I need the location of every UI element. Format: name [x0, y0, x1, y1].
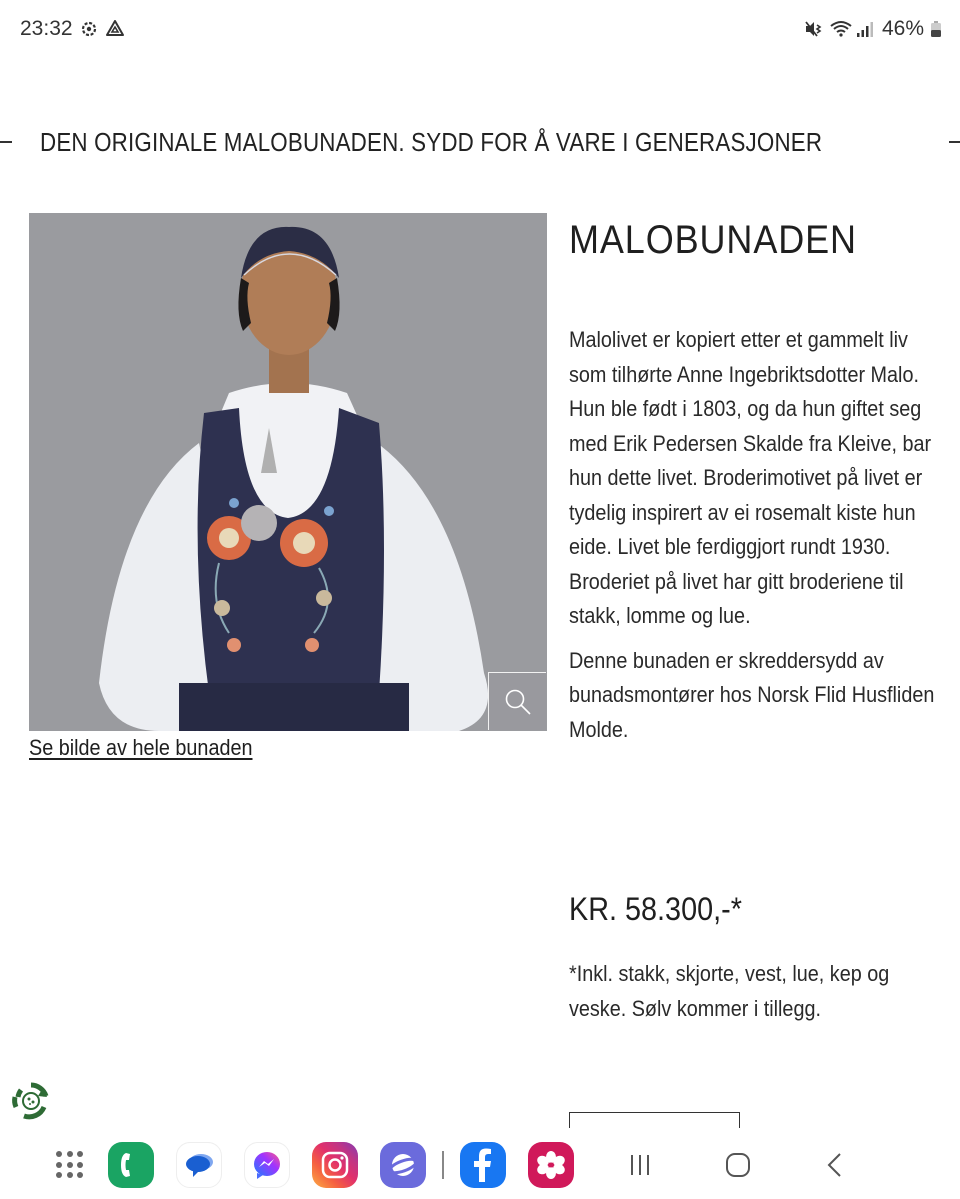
product-image[interactable]	[29, 213, 547, 731]
drive-triangle-icon	[105, 19, 125, 39]
magnifier-icon	[503, 687, 533, 717]
clock: 23:32	[20, 17, 73, 40]
app-drawer-button[interactable]	[56, 1151, 84, 1179]
zoom-button[interactable]	[488, 672, 546, 730]
dock-separator	[442, 1151, 444, 1179]
home-button[interactable]	[720, 1148, 756, 1182]
price-note: *Inkl. stakk, skjorte, vest, lue, kep og veske. Sølv kommer i tillegg.	[569, 961, 890, 1021]
phone-app-icon[interactable]	[108, 1142, 154, 1188]
blossom-app-icon[interactable]	[528, 1142, 574, 1188]
recents-button[interactable]	[625, 1148, 655, 1182]
back-button[interactable]	[820, 1148, 850, 1182]
recycle-float-button[interactable]	[10, 1080, 52, 1122]
bunad-photo	[29, 213, 547, 731]
divider-right	[949, 141, 960, 143]
instagram-app-icon[interactable]	[312, 1142, 358, 1188]
messages-app-icon[interactable]	[176, 1142, 222, 1188]
divider-left	[0, 141, 12, 143]
recents-icon	[628, 1152, 652, 1178]
product-description	[569, 323, 949, 747]
product-title: MALOBUNADEN	[569, 218, 857, 262]
signal-icon	[856, 19, 876, 39]
product-info	[569, 213, 949, 1021]
taskbar	[0, 1128, 960, 1199]
samsung-internet-app-icon[interactable]	[380, 1142, 426, 1188]
mute-vibrate-icon	[804, 19, 824, 39]
description-paragraph: Denne bunaden er skreddersydd av bunadsmontører hos Norsk Flid Husfliden Molde.	[569, 647, 935, 742]
home-icon	[725, 1152, 751, 1178]
tagline: DEN ORIGINALE MALOBUNADEN. SYDD FOR Å VARE I GENERASJONER	[39, 126, 822, 157]
gear-icon	[79, 19, 99, 39]
status-bar	[0, 0, 960, 60]
facebook-app-icon[interactable]	[460, 1142, 506, 1188]
description-paragraph: Malolivet er kopiert etter et gammelt liv som tilhørte Anne Ingebriktsdotter Malo. Hun ble født i 1803, og da hun giftet seg med Erik Pedersen Skalde fra Kleive, bar hun dette livet. Broderimotivet på livet er tydelig inspirert av ei rosemalt kiste hun eide. Livet ble ferdiggjort rundt 1930. Broderiet på livet har gitt broderiene til stakk, lomme og lue.	[569, 327, 932, 628]
battery-percent: 46%	[881, 17, 924, 40]
see-full-bunad-link[interactable]: Se bilde av hele bunaden	[29, 735, 253, 760]
back-chevron-icon	[826, 1152, 844, 1178]
recycle-icon	[10, 1080, 52, 1122]
messenger-app-icon[interactable]	[244, 1142, 290, 1188]
tagline-section	[0, 122, 960, 162]
battery-icon	[930, 19, 942, 39]
product-price: KR. 58.300,-*	[569, 891, 742, 927]
wifi-icon	[830, 19, 850, 39]
